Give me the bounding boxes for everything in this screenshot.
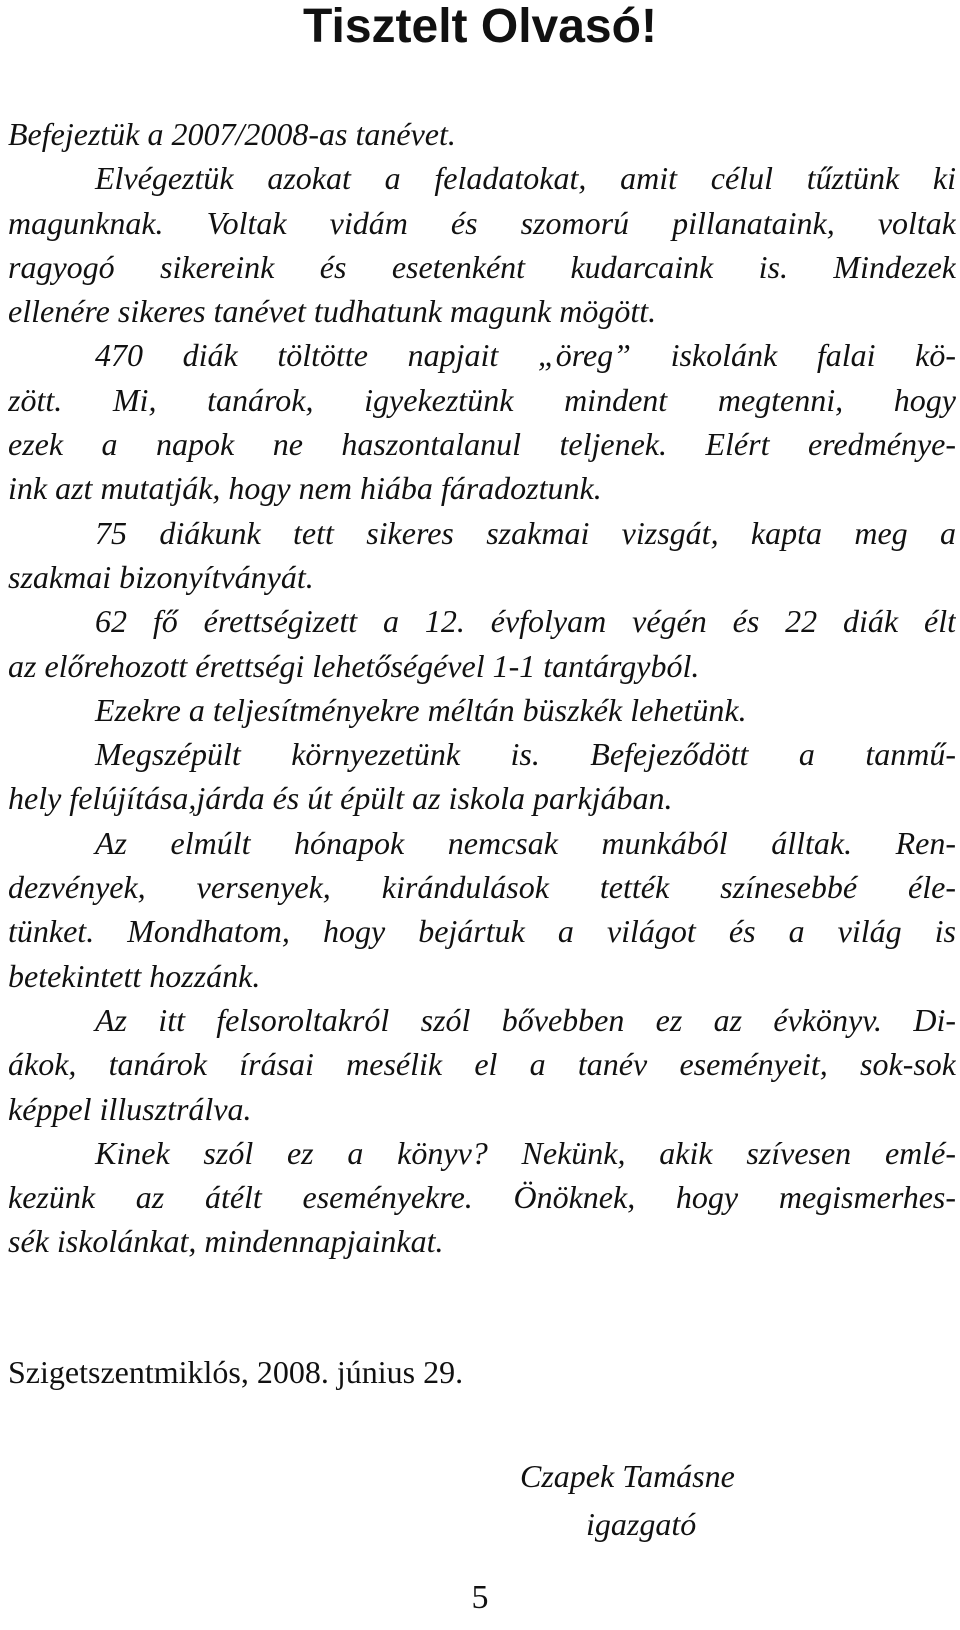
paragraph-line: az előrehozott érettségi lehetőségével 1-1 tantárgyból. <box>8 647 700 684</box>
paragraph-line: ezek a napok ne haszontalanul teljenek. Elért eredménye- <box>8 426 956 463</box>
paragraph-line: Befejeztük a 2007/2008-as tanévet. <box>8 116 456 152</box>
paragraph-line: Az elmúlt hónapok nemcsak munkából álltak. Ren- <box>95 824 956 861</box>
paragraph-line: ink azt mutatják, hogy nem hiába fáradoztunk. <box>8 470 602 507</box>
paragraph-line: zött. Mi, tanárok, igyekeztünk mindent megtenni, hogy <box>8 381 956 418</box>
paragraph-line: Ezekre a teljesítményekre méltán büszkék lehetünk. <box>95 691 747 728</box>
paragraph-line: betekintett hozzánk. <box>8 957 261 994</box>
paragraph-line: Kinek szól ez a könyv? Nekünk, akik szívesen emlé- <box>95 1134 956 1171</box>
paragraph-line: képpel illusztrálva. <box>8 1090 252 1127</box>
signatory-name: Czapek Tamásne <box>520 1458 735 1494</box>
paragraph-line: Elvégeztük azokat a feladatokat, amit célul tűztünk ki <box>95 160 956 197</box>
signatory-role: igazgató <box>586 1506 697 1542</box>
paragraph-line: hely felújítása,járda és út épült az iskola parkjában. <box>8 780 673 817</box>
paragraph-line: magunknak. Voltak vidám és szomorú pillanataink, voltak <box>8 204 956 241</box>
place-and-date: Szigetszentmiklós, 2008. június 29. <box>8 1354 464 1390</box>
paragraph-line: sék iskolánkat, mindennapjainkat. <box>8 1223 444 1260</box>
paragraph-line: Megszépült környezetünk is. Befejeződött a tanmű- <box>95 736 956 773</box>
paragraph-line: 470 diák töltötte napjait „öreg” iskolánk falai kö- <box>95 337 956 374</box>
paragraph-line: dezvények, versenyek, kirándulások tették színesebbé éle- <box>8 869 956 906</box>
paragraph-line: szakmai bizonyítványát. <box>8 558 314 595</box>
paragraph-line: ragyogó sikereink és esetenként kudarcaink is. Mindezek <box>8 248 956 285</box>
letter-body <box>8 112 956 1264</box>
page-title: Tisztelt Olvasó! <box>303 0 657 53</box>
paragraph-line: tünket. Mondhatom, hogy bejártuk a világot és a világ is <box>8 913 956 950</box>
paragraph-line: 75 diákunk tett sikeres szakmai vizsgát, kapta meg a <box>95 514 956 551</box>
signature-block <box>520 1452 800 1548</box>
paragraph-line: 62 fő érettségizett a 12. évfolyam végén és 22 diák élt <box>95 603 956 640</box>
paragraph-line: kezünk az átélt eseményekre. Önöknek, hogy megismerhes- <box>8 1179 956 1216</box>
paragraph-line: ellenére sikeres tanévet tudhatunk magunk mögött. <box>8 293 657 330</box>
paragraph-line: Az itt felsoroltakról szól bővebben ez az évkönyv. Di- <box>95 1001 956 1038</box>
paragraph-line: ákok, tanárok írásai mesélik el a tanév eseményeit, sok-sok <box>8 1046 956 1083</box>
page-number: 5 <box>471 1579 489 1616</box>
